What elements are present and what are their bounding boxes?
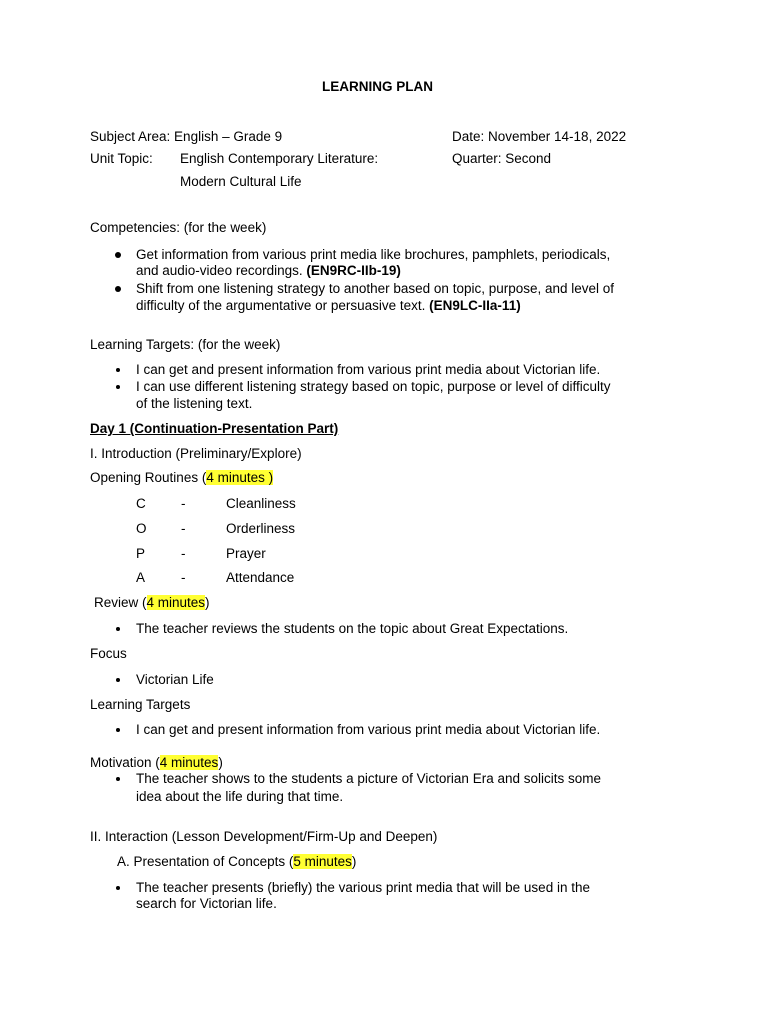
interaction-heading: II. Interaction (Lesson Development/Firm-Up and Deepen) xyxy=(90,829,438,844)
review-close: ) xyxy=(205,595,210,610)
motivation-line1: The teacher shows to the students a picture of Victorian Era and solicits some xyxy=(136,771,601,786)
competency-2-text: difficulty of the argumentative or persuasive text. xyxy=(136,298,426,313)
competency-1-line1: Get information from various print media like brochures, pamphlets, periodicals, xyxy=(136,247,611,262)
competencies-heading: Competencies: (for the week) xyxy=(90,220,267,235)
unit-topic-line2: Modern Cultural Life xyxy=(180,174,302,189)
presentation-line1: The teacher presents (briefly) the various print media that will be used in the xyxy=(136,880,590,895)
routine-letter: O xyxy=(136,521,147,536)
learning-target-item: I can get and present information from various print media about Victorian life. xyxy=(136,722,601,737)
competency-2-line2 xyxy=(136,297,521,314)
routine-letter: A xyxy=(136,570,146,585)
target-2-line1: I can use different listening strategy based on topic, purpose or level of difficulty xyxy=(136,379,611,394)
motivation-close: ) xyxy=(218,755,223,770)
bullet-icon xyxy=(116,627,120,631)
subject-area: Subject Area: English – Grade 9 xyxy=(90,129,283,144)
unit-topic-label: Unit Topic: xyxy=(90,151,153,166)
day1-heading: Day 1 (Continuation-Presentation Part) xyxy=(90,421,339,436)
bullet-icon xyxy=(116,678,120,682)
bullet-icon xyxy=(116,385,120,389)
routine-word: Attendance xyxy=(226,570,295,585)
bullet-icon xyxy=(115,252,121,258)
target-1: I can get and present information from various print media about Victorian life. xyxy=(136,362,601,377)
targets-heading: Learning Targets: (for the week) xyxy=(90,337,281,352)
opening-routines xyxy=(90,469,273,486)
presentation-label: A. Presentation of Concepts ( xyxy=(117,854,294,869)
competency-2-line1: Shift from one listening strategy to another based on topic, purpose, and level of xyxy=(136,281,615,296)
quarter: Quarter: Second xyxy=(452,151,552,166)
presentation-time: 5 minutes xyxy=(293,854,352,869)
opening-label: Opening Routines ( xyxy=(90,470,207,485)
review-time: 4 minutes xyxy=(146,595,206,610)
motivation-label: Motivation ( xyxy=(90,755,160,770)
introduction-heading: I. Introduction (Preliminary/Explore) xyxy=(90,446,302,461)
unit-topic-line1: English Contemporary Literature: xyxy=(180,151,379,166)
motivation xyxy=(90,754,223,771)
routine-dash: - xyxy=(181,521,186,536)
bullet-icon xyxy=(116,886,120,890)
review xyxy=(94,594,210,611)
competency-2-code: (EN9LC-IIa-11) xyxy=(429,298,521,313)
bullet-icon xyxy=(115,286,121,292)
bullet-icon xyxy=(116,728,120,732)
competency-1-code: (EN9RC-IIb-19) xyxy=(306,263,401,278)
routine-letter: P xyxy=(136,546,146,561)
date: Date: November 14-18, 2022 xyxy=(452,129,627,144)
bullet-icon xyxy=(116,777,120,781)
focus-item: Victorian Life xyxy=(136,672,214,687)
bullet-icon xyxy=(116,368,120,372)
review-item: The teacher reviews the students on the topic about Great Expectations. xyxy=(136,621,569,636)
routine-dash: - xyxy=(181,570,186,585)
routine-letter: C xyxy=(136,496,146,511)
opening-time: 4 minutes ) xyxy=(206,470,274,485)
routine-word: Prayer xyxy=(226,546,266,561)
routine-dash: - xyxy=(181,496,186,511)
page-title: LEARNING PLAN xyxy=(322,79,433,94)
routine-word: Orderliness xyxy=(226,521,296,536)
motivation-line2: idea about the life during that time. xyxy=(136,789,344,804)
routine-dash: - xyxy=(181,546,186,561)
presentation-close: ) xyxy=(351,854,357,869)
competency-1-text: and audio-video recordings. xyxy=(136,263,303,278)
presentation-line2: search for Victorian life. xyxy=(136,896,277,911)
competency-1-line2 xyxy=(136,262,401,279)
learning-targets-label: Learning Targets xyxy=(90,697,191,712)
motivation-time: 4 minutes xyxy=(159,755,219,770)
routine-word: Cleanliness xyxy=(226,496,296,511)
review-label: Review ( xyxy=(94,595,147,610)
target-2-line2: of the listening text. xyxy=(136,396,253,411)
focus-label: Focus xyxy=(90,646,127,661)
presentation-heading xyxy=(117,853,356,870)
